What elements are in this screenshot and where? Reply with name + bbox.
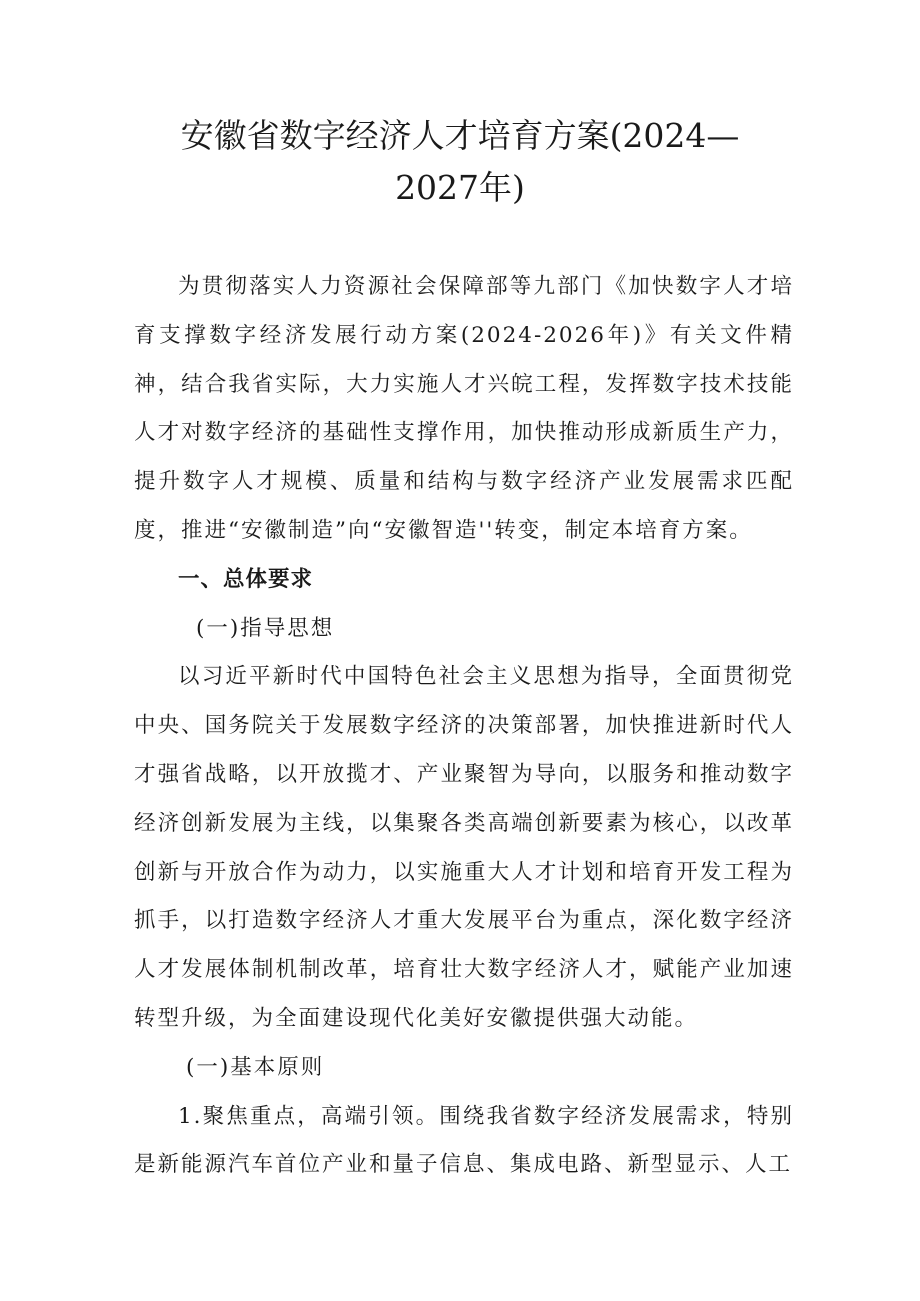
document-body [134,263,794,1190]
subsection-heading-guiding-ideology: (一)指导思想 [196,615,335,641]
subsection-heading-basic-principles: (一)基本原则 [186,1054,325,1080]
title-line-1: 安徽省数字经济人才培育方案(2024— [180,116,740,155]
intro-paragraph: 为贯彻落实人力资源社会保障部等九部门《加快数字人才培育支撑数字经济发展行动方案(2024-2026年)》有关文件精神，结合我省实际，大力实施人才兴皖工程，发挥数字技术技能人才对数字经济的基础性支撑作用，加快推动形成新质生产力，提升数字人才规模、质量和结构与数字经济产业发展需求匹配度，推进“安徽制造”向“安徽智造''转变，制定本培育方案。 [134,274,794,543]
guiding-ideology-paragraph: 以习近平新时代中国特色社会主义思想为指导，全面贯彻党中央、国务院关于发展数字经济的决策部署，加快推进新时代人才强省战略，以开放揽才、产业聚智为导向，以服务和推动数字经济创新发展为主线，以集聚各类高端创新要素为核心，以改革创新与开放合作为动力，以实施重大人才计划和培育开发工程为抓手，以打造数字经济人才重大发展平台为重点，深化数字经济人才发展体制机制改革，培育壮大数字经济人才，赋能产业加速转型升级，为全面建设现代化美好安徽提供强大动能。 [134,664,794,1031]
principle-1-paragraph: 1.聚焦重点，高端引领。围绕我省数字经济发展需求，特别是新能源汽车首位产业和量子信息、集成电路、新型显示、人工 [134,1103,794,1178]
title-line-2: 2027年) [395,168,525,207]
section-heading-general-requirements: 一、总体要求 [178,566,314,592]
document-title [150,110,770,214]
